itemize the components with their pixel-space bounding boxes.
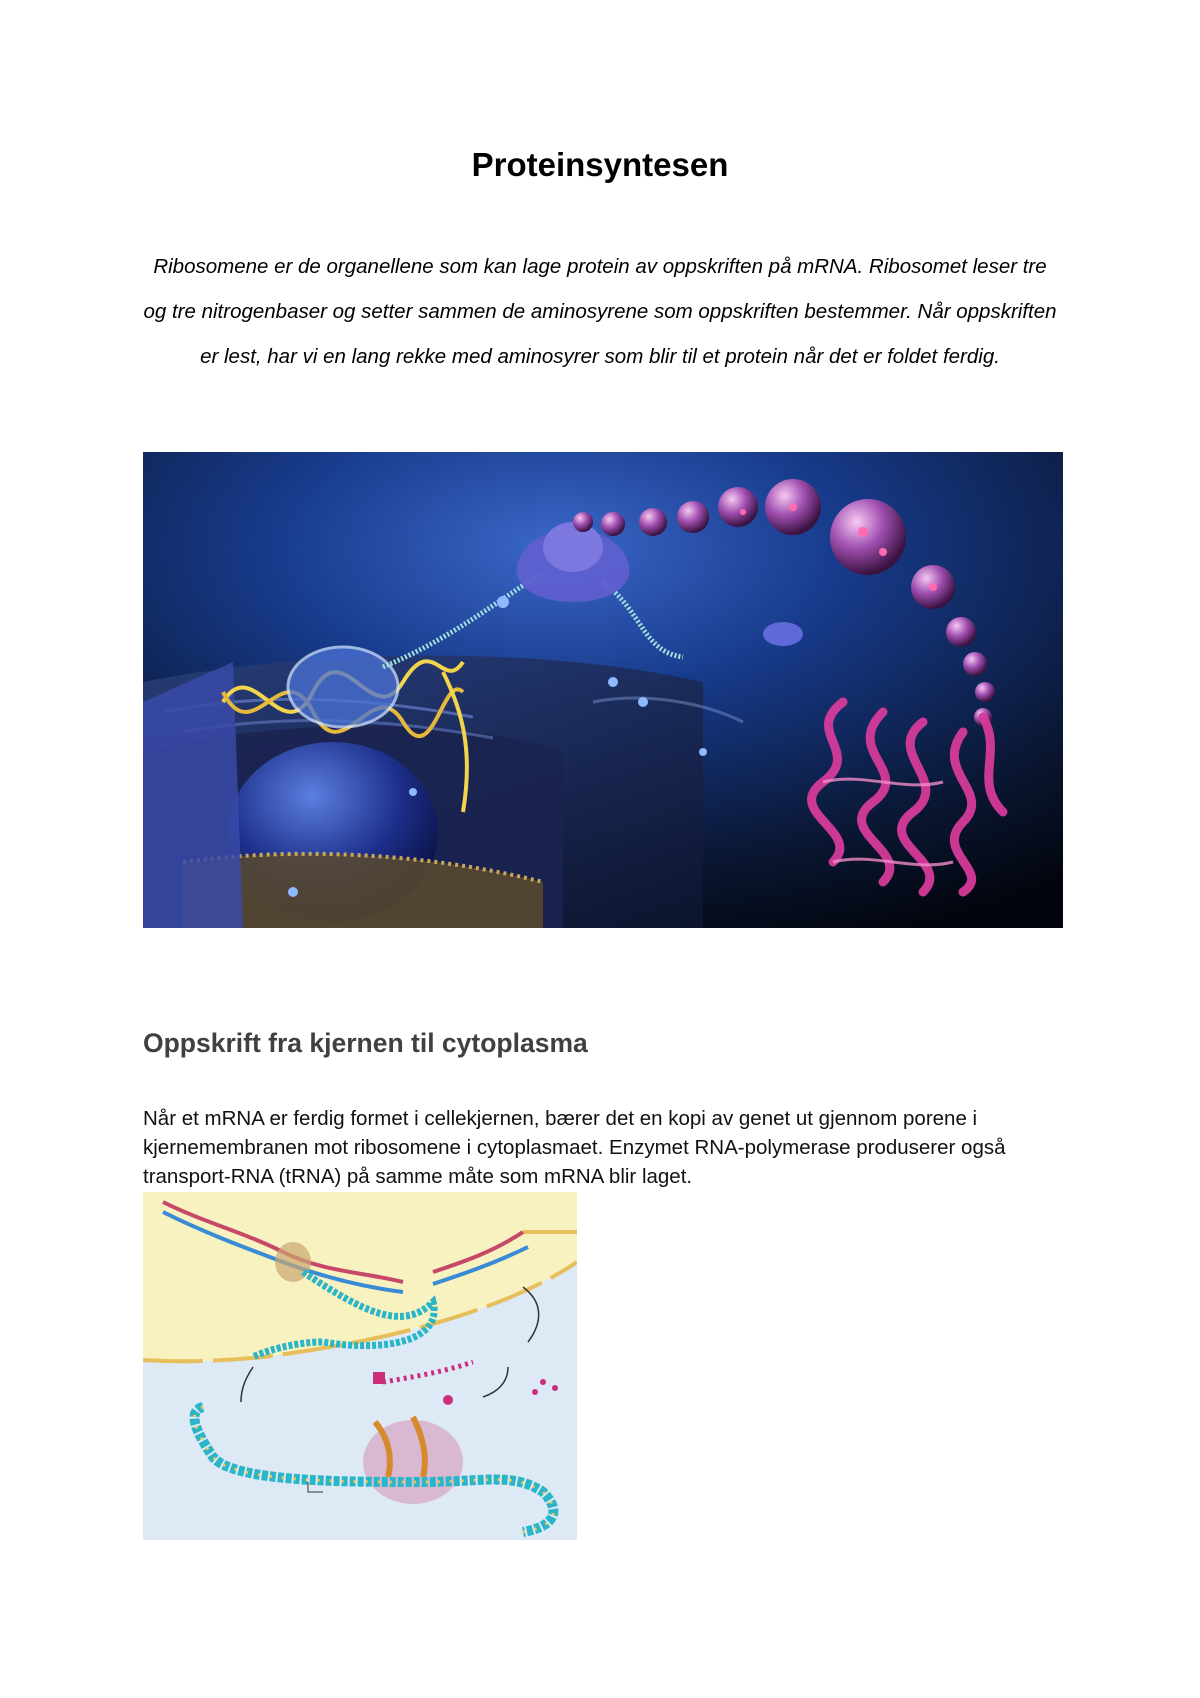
section-heading: Oppskrift fra kjernen til cytoplasma (143, 1028, 588, 1058)
transcription-translation-diagram (143, 1192, 577, 1540)
page-title: Proteinsyntesen (471, 146, 729, 183)
section-paragraph: Når et mRNA er ferdig formet i cellekjernen, bærer det en kopi av genet ut gjennom porene i kjernemembranen mot ribosomene i cytoplasmaet. Enzymet RNA-polymerase produserer også transport-RNA (tRNA) på samme måte som mRNA blir laget. (143, 1107, 1006, 1188)
intro-paragraph: Ribosomene er de organellene som kan lage protein av oppskriften på mRNA. Ribosomet leser tre og tre nitrogenbaser og setter sammen de aminosyrene som oppskriften bestemmer. Når oppskriften er lest, har vi en lang rekke med aminosyrer som blir til et protein når det er foldet ferdig. (143, 255, 1057, 368)
protein-synthesis-illustration (143, 452, 1063, 928)
